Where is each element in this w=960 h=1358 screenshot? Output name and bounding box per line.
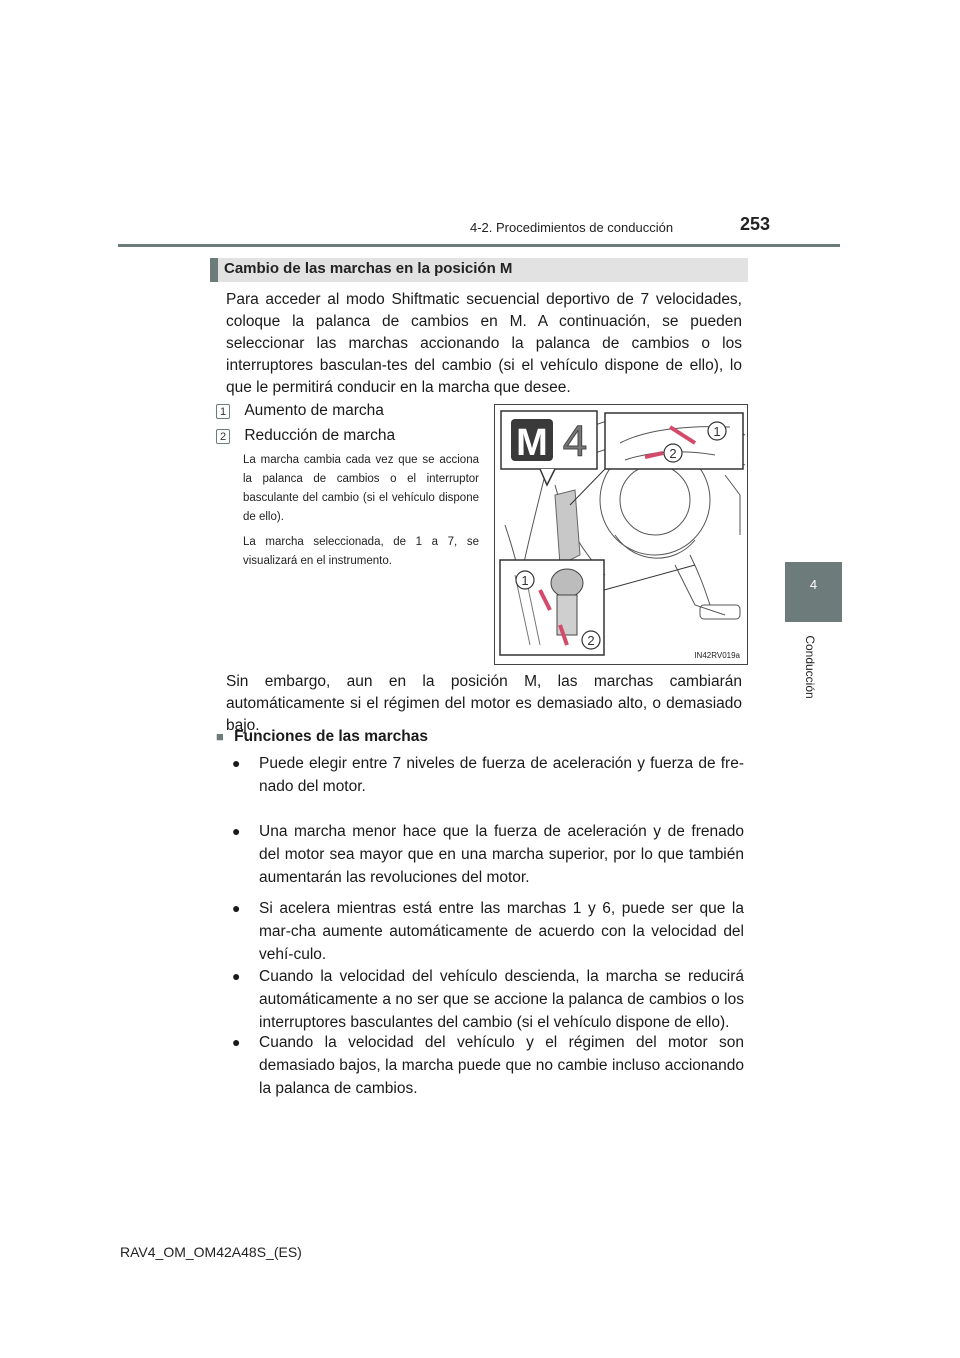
chapter-tab bbox=[785, 562, 842, 622]
lever-marker-upshift: 1 bbox=[521, 573, 529, 588]
callout-downshift bbox=[216, 425, 395, 447]
paddle-marker-upshift: 1 bbox=[713, 424, 721, 439]
callout-number: 2 bbox=[216, 429, 230, 444]
heading-square-icon: ■ bbox=[216, 729, 224, 744]
function-item-text: Puede elegir entre 7 niveles de fuerza de aceleración y fuerza de fre-nado del motor. bbox=[259, 755, 744, 795]
page-number: 253 bbox=[740, 214, 771, 234]
note-gear-display: La marcha seleccionada, de 1 a 7, se visualizará en el instrumento. bbox=[243, 536, 479, 567]
function-item-text: Si acelera mientras está entre las marchas 1 y 6, puede ser que la mar-cha aumente automáticamente de acuerdo con la velocidad del vehí-culo. bbox=[259, 900, 744, 963]
bullet-icon: ● bbox=[232, 968, 241, 984]
shift-illustration bbox=[494, 404, 748, 665]
display-gear-letter: M bbox=[516, 422, 548, 464]
bullet-icon: ● bbox=[232, 1034, 241, 1050]
paddle-marker-downshift: 2 bbox=[669, 446, 677, 461]
function-item bbox=[232, 1031, 744, 1100]
function-item bbox=[232, 897, 744, 966]
function-item bbox=[232, 752, 744, 798]
functions-heading-text: Funciones de las marchas bbox=[234, 728, 428, 745]
header-rule bbox=[118, 244, 840, 247]
function-item-text: Una marcha menor hace que la fuerza de aceleración y de frenado del motor sea mayor que en una marcha superior, por lo que también aumentarán las revoluciones del motor. bbox=[259, 823, 744, 886]
shift-illustration-svg bbox=[495, 405, 747, 664]
chapter-tab-number: 4 bbox=[809, 577, 818, 592]
bullet-icon: ● bbox=[232, 900, 241, 916]
callout-label: Aumento de marcha bbox=[244, 402, 384, 419]
note-gear-change: La marcha cambia cada vez que se acciona la palanca de cambios o el interruptor basculante del cambio (si el vehículo dispone de ello). bbox=[243, 454, 479, 523]
bullet-icon: ● bbox=[232, 755, 241, 771]
document-code: RAV4_OM_OM42A48S_(ES) bbox=[120, 1244, 302, 1260]
header-section-title: 4-2. Procedimientos de conducción bbox=[470, 220, 674, 235]
callout-label: Reducción de marcha bbox=[244, 427, 396, 444]
function-item-text: Cuando la velocidad del vehículo descienda, la marcha se reducirá automáticamente a no ser que se accione la palanca de cambios o los interruptores basculantes del cambio (si el vehículo dispone de ello). bbox=[259, 968, 744, 1031]
function-item bbox=[232, 965, 744, 1034]
callout-number: 1 bbox=[216, 404, 230, 419]
functions-heading bbox=[216, 728, 428, 746]
figure-code: IN42RV019a bbox=[694, 651, 740, 660]
function-item bbox=[232, 820, 744, 889]
lever-marker-downshift: 2 bbox=[587, 633, 595, 648]
bullet-icon: ● bbox=[232, 823, 241, 839]
function-item-text: Cuando la velocidad del vehículo y el régimen del motor son demasiado bajos, la marcha puede que no cambie incluso accionando la palanca de cambios. bbox=[259, 1034, 744, 1097]
section-title: Cambio de las marchas en la posición M bbox=[224, 260, 513, 277]
manual-mode-note: Sin embargo, aun en la posición M, las marchas cambiarán automáticamente si el régimen del motor es demasiado alto, o demasiado bajo. bbox=[226, 673, 742, 734]
display-gear-digit: 4 bbox=[562, 417, 588, 466]
callout-upshift bbox=[216, 400, 384, 422]
intro-paragraph: Para acceder al modo Shiftmatic secuencial deportivo de 7 velocidades, coloque la palanca de cambios en M. A continuación, se pueden seleccionar las marchas accionando la palanca de cambios o los interruptores basculan-tes del cambio (si el vehículo dispone de ello), lo que le permitirá conducir en la marcha que desee. bbox=[226, 291, 742, 396]
chapter-tab-label: Conducción bbox=[803, 635, 817, 699]
